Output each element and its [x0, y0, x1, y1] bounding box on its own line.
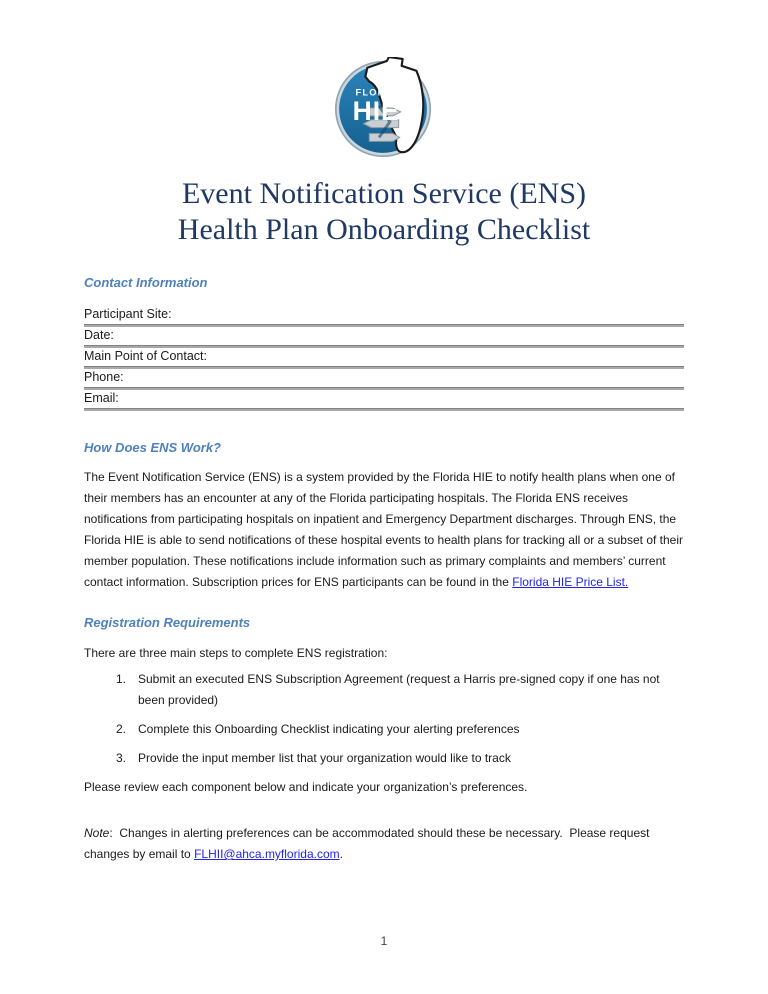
form-field-label: Date:: [84, 328, 114, 342]
registration-intro-text: There are three main steps to complete ENS registration:: [84, 646, 388, 660]
logo-florida-text: FLORIDA: [355, 87, 406, 98]
title-line-1: Event Notification Service (ENS): [181, 177, 587, 210]
form-field-label: Email:: [84, 391, 119, 405]
registration-step-2: [84, 719, 684, 740]
note-paragraph: [84, 823, 684, 865]
registration-step-1: [84, 669, 684, 711]
form-field-participant-site[interactable]: [84, 305, 684, 324]
section-heading-registration-requirements: Registration Requirements: [84, 615, 251, 630]
logo-hie-text: HIE: [352, 95, 400, 126]
form-field-email[interactable]: [84, 389, 684, 408]
note-text-after: .: [339, 847, 343, 861]
step-text: Submit an executed ENS Subscription Agreement (request a Harris pre-signed copy if one has not been provided): [138, 672, 660, 707]
form-field-label: Main Point of Contact:: [84, 349, 207, 363]
document-body: [84, 275, 684, 865]
note-text: : Changes in alerting preferences can be accommodated should these be necessary. Please request changes by email to: [84, 826, 653, 861]
email-link[interactable]: FLHII@ahca.myflorida.com: [194, 847, 340, 861]
note-label: Note: [84, 826, 110, 840]
florida-hie-logo: [330, 57, 438, 159]
florida-hie-price-list-link[interactable]: Florida HIE Price List.: [512, 575, 629, 589]
registration-outro-text: Please review each component below and indicate your organization’s preferences.: [84, 780, 528, 794]
step-number: 2.: [116, 722, 127, 736]
form-field-label: Participant Site:: [84, 307, 172, 321]
form-field-date[interactable]: [84, 326, 684, 345]
form-field-label: Phone:: [84, 370, 124, 384]
how-ens-works-paragraph: [84, 467, 684, 593]
registration-steps-list: [84, 669, 684, 769]
document-title: [0, 176, 768, 248]
page-footer: [0, 934, 768, 948]
form-field-phone[interactable]: [84, 368, 684, 387]
step-number: 1.: [116, 672, 127, 686]
how-ens-works-text: The Event Notification Service (ENS) is a system provided by the Florida HIE to notify health plans when one of their members has an encounter at any of the Florida participating hospitals. The Florida ENS receives notifications from participating hospitals on inpatient and Emergency Department discharges. Through ENS, the Florida HIE is able to send notifications of these hospital events to health plans for tracking all or a subset of their member population. These notifications include information such as primary complaints and members’ current contact information. Subscription prices for ENS participants can be found in the: [84, 470, 683, 589]
logo-container: [0, 0, 768, 159]
section-heading-how-does-ens-work: How Does ENS Work?: [84, 440, 222, 455]
section-heading-contact-information: Contact Information: [84, 275, 208, 290]
step-text: Provide the input member list that your organization would like to track: [138, 751, 511, 765]
title-line-2: Health Plan Onboarding Checklist: [177, 213, 591, 246]
page-number: 1: [380, 934, 388, 948]
contact-form-table: [84, 305, 684, 408]
registration-step-3: [84, 748, 684, 769]
step-number: 3.: [116, 751, 127, 765]
form-field-main-point-of-contact[interactable]: [84, 347, 684, 366]
step-text: Complete this Onboarding Checklist indicating your alerting preferences: [138, 722, 520, 736]
